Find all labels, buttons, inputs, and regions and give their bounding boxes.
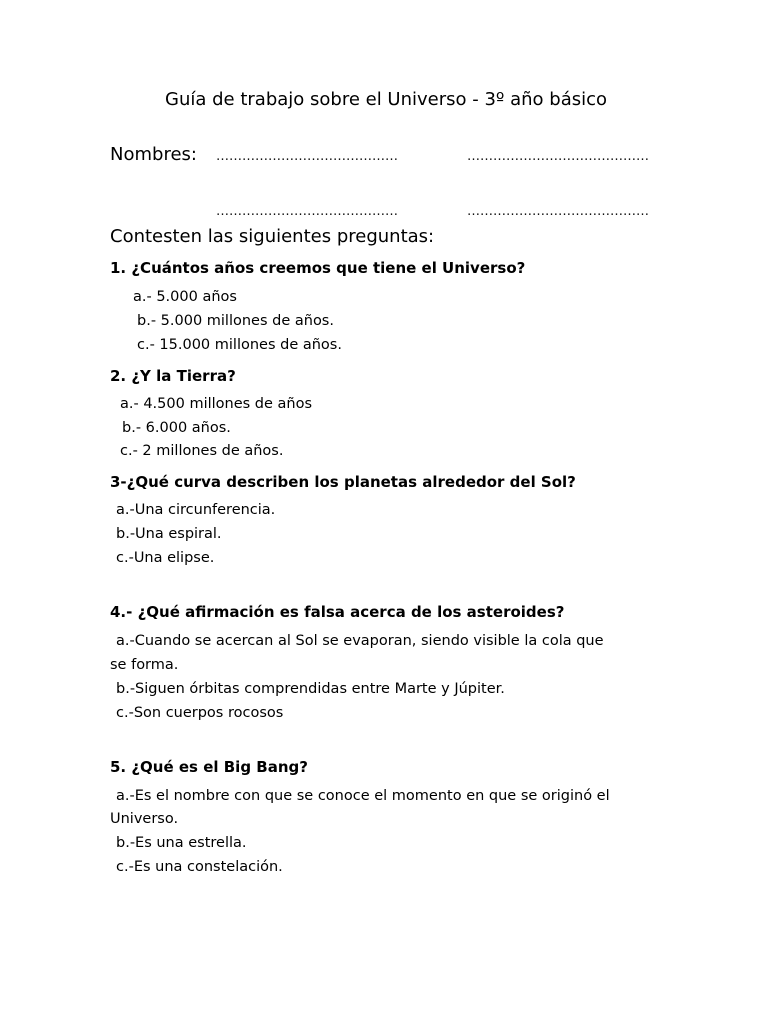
name-blank-line: …………………………………… xyxy=(216,204,398,219)
question-2: 2. ¿Y la Tierra? xyxy=(110,367,236,385)
worksheet-title: Guía de trabajo sobre el Universo - 3º año básico xyxy=(165,89,608,110)
question-3-option-c: c.-Una elipse. xyxy=(116,550,215,566)
question-1-option-b: b.- 5.000 millones de años. xyxy=(137,313,334,329)
question-1-option-a: a.- 5.000 años xyxy=(133,289,237,305)
name-blank-line: …………………………………… xyxy=(467,204,649,219)
question-2-option-b: b.- 6.000 años. xyxy=(122,420,231,436)
question-5-option-a: a.-Es el nombre con que se conoce el momento en que se originó el xyxy=(116,788,610,804)
question-4: 4.- ¿Qué afirmación es falsa acerca de los asteroides? xyxy=(110,603,565,621)
question-4-option-c: c.-Son cuerpos rocosos xyxy=(116,705,284,721)
question-2-option-a: a.- 4.500 millones de años xyxy=(120,396,313,412)
question-3: 3-¿Qué curva describen los planetas alrededor del Sol? xyxy=(110,473,576,491)
names-label: Nombres: xyxy=(110,144,197,165)
question-4-option-a-continued: se forma. xyxy=(110,657,179,673)
question-3-option-a: a.-Una circunferencia. xyxy=(116,502,276,518)
question-4-option-b: b.-Siguen órbitas comprendidas entre Marte y Júpiter. xyxy=(116,681,505,697)
question-1: 1. ¿Cuántos años creemos que tiene el Universo? xyxy=(110,259,526,277)
question-5-option-c: c.-Es una constelación. xyxy=(116,859,283,875)
question-5-option-a-continued: Universo. xyxy=(110,811,179,827)
question-3-option-b: b.-Una espiral. xyxy=(116,526,222,542)
name-blank-line: …………………………………… xyxy=(467,149,649,164)
question-5-option-b: b.-Es una estrella. xyxy=(116,835,247,851)
question-5: 5. ¿Qué es el Big Bang? xyxy=(110,758,308,776)
name-blank-line: …………………………………… xyxy=(216,149,398,164)
question-4-option-a: a.-Cuando se acercan al Sol se evaporan, siendo visible la cola que xyxy=(116,633,604,649)
instruction-text: Contesten las siguientes preguntas: xyxy=(110,226,435,247)
question-2-option-c: c.- 2 millones de años. xyxy=(120,443,284,459)
question-1-option-c: c.- 15.000 millones de años. xyxy=(137,337,342,353)
